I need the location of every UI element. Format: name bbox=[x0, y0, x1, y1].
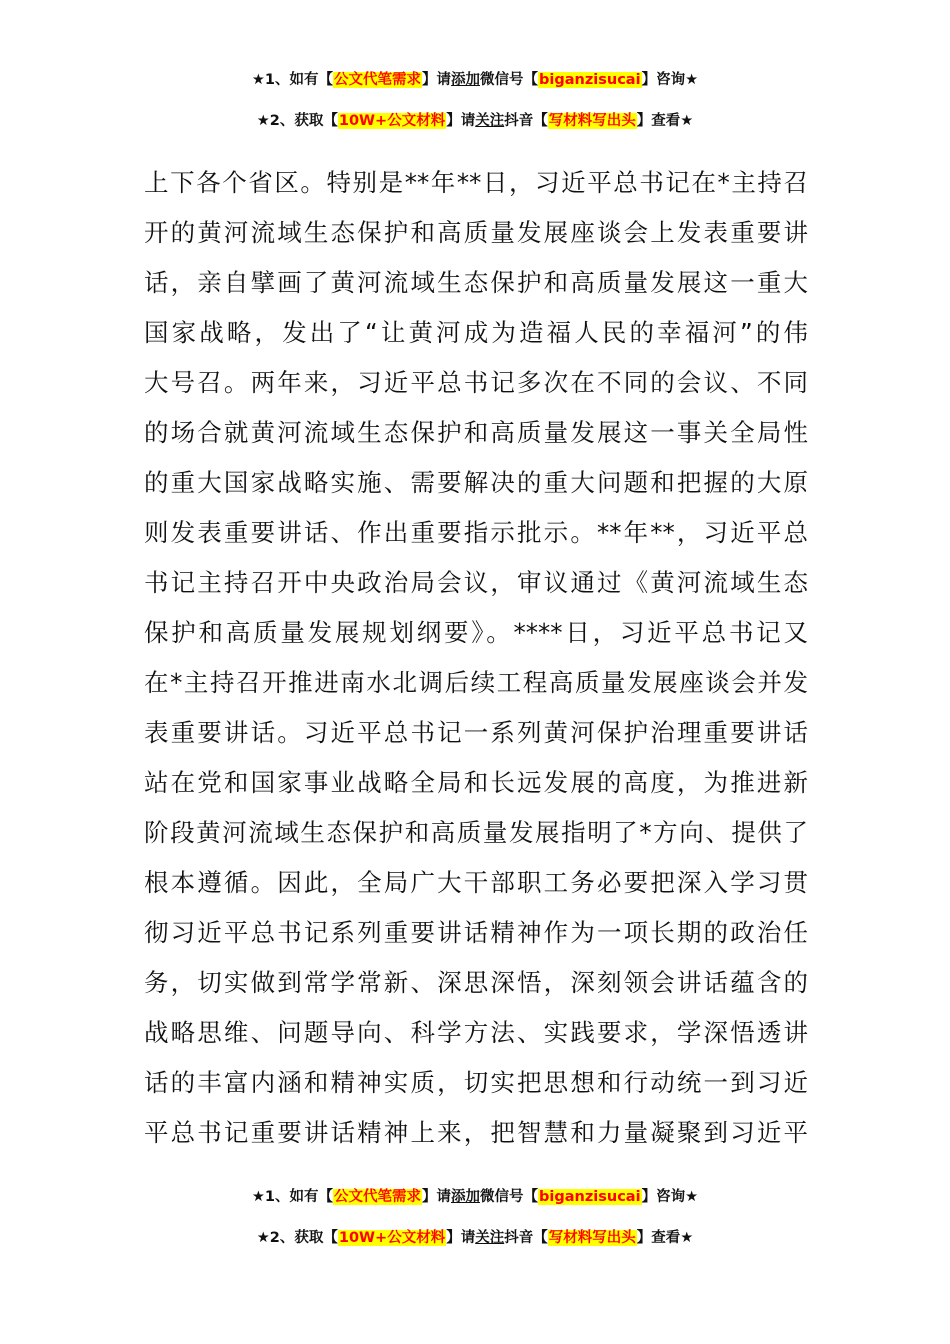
highlight-douyin-account: 写材料写出头 bbox=[548, 113, 636, 129]
body-line: 保护和高质量发展规划纲要》。****日，习近平总书记又 bbox=[144, 618, 808, 647]
banner-text: 】咨询★ bbox=[641, 1189, 699, 1205]
body-line: 的场合就黄河流域生态保护和高质量发展这一事关全局性 bbox=[144, 418, 808, 447]
top-banner-line-2 bbox=[0, 111, 950, 131]
highlight-service: 公文代笔需求 bbox=[334, 1189, 422, 1205]
highlight-douyin-account: 写材料写出头 bbox=[548, 1230, 636, 1246]
bottom-banner-line-1 bbox=[0, 1187, 950, 1207]
body-line: 话，亲自擘画了黄河流域生态保护和高质量发展这一重大 bbox=[144, 268, 808, 297]
highlight-wechat-id: biganzisucai bbox=[539, 72, 641, 88]
highlight-service: 公文代笔需求 bbox=[334, 72, 422, 88]
body-line: 大号召。两年来，习近平总书记多次在不同的会议、不同 bbox=[144, 368, 808, 397]
body-line: 则发表重要讲话、作出重要指示批示。**年**，习近平总 bbox=[144, 518, 808, 547]
highlight-wechat-id: biganzisucai bbox=[539, 1189, 641, 1205]
banner-text: 】咨询★ bbox=[641, 72, 699, 88]
banner-text: 抖音【 bbox=[504, 1230, 548, 1246]
banner-text: 】请 bbox=[446, 1230, 476, 1246]
body-line: 彻习近平总书记系列重要讲话精神作为一项长期的政治任 bbox=[144, 918, 808, 947]
banner-text: 微信号【 bbox=[480, 1189, 539, 1205]
body-line: 上下各个省区。特别是**年**日，习近平总书记在*主持召 bbox=[144, 168, 808, 197]
body-line: 阶段黄河流域生态保护和高质量发展指明了*方向、提供了 bbox=[144, 818, 808, 847]
underlined-text: 关注 bbox=[475, 113, 505, 129]
body-line: 表重要讲话。习近平总书记一系列黄河保护治理重要讲话 bbox=[144, 718, 808, 747]
underlined-text: 关注 bbox=[475, 1230, 505, 1246]
banner-text: 抖音【 bbox=[504, 113, 548, 129]
body-line: 站在党和国家事业战略全局和长远发展的高度，为推进新 bbox=[144, 768, 808, 797]
banner-text: ★2、获取【 bbox=[256, 113, 338, 129]
banner-text: 微信号【 bbox=[480, 72, 539, 88]
banner-text: 】请 bbox=[422, 1189, 452, 1205]
top-banner-line-1 bbox=[0, 70, 950, 90]
body-line: 开的黄河流域生态保护和高质量发展座谈会上发表重要讲 bbox=[144, 218, 808, 247]
body-line: 战略思维、问题导向、科学方法、实践要求，学深悟透讲 bbox=[144, 1018, 808, 1047]
bottom-banner-line-2 bbox=[0, 1228, 950, 1248]
body-line: 的重大国家战略实施、需要解决的重大问题和把握的大原 bbox=[144, 468, 808, 497]
banner-text: 】查看★ bbox=[636, 1230, 694, 1246]
body-line: 在*主持召开推进南水北调后续工程高质量发展座谈会并发 bbox=[144, 668, 808, 697]
document-body bbox=[144, 158, 808, 1158]
banner-text: ★2、获取【 bbox=[256, 1230, 338, 1246]
highlight-materials: 10W+公文材料 bbox=[338, 113, 446, 129]
banner-text: ★1、如有【 bbox=[251, 1189, 334, 1205]
banner-text: ★1、如有【 bbox=[251, 72, 334, 88]
body-line: 平总书记重要讲话精神上来，把智慧和力量凝聚到习近平 bbox=[144, 1118, 808, 1147]
banner-text: 】请 bbox=[446, 113, 476, 129]
body-line: 国家战略，发出了“让黄河成为造福人民的幸福河”的伟 bbox=[144, 318, 808, 347]
underlined-text: 添加 bbox=[451, 72, 481, 88]
banner-text: 】查看★ bbox=[636, 113, 694, 129]
body-line: 务，切实做到常学常新、深思深悟，深刻领会讲话蕴含的 bbox=[144, 968, 808, 997]
underlined-text: 添加 bbox=[451, 1189, 481, 1205]
banner-text: 】请 bbox=[422, 72, 452, 88]
body-line: 根本遵循。因此，全局广大干部职工务必要把深入学习贯 bbox=[144, 868, 808, 897]
highlight-materials: 10W+公文材料 bbox=[338, 1230, 446, 1246]
body-line: 书记主持召开中央政治局会议，审议通过《黄河流域生态 bbox=[144, 568, 808, 597]
body-line: 话的丰富内涵和精神实质，切实把思想和行动统一到习近 bbox=[144, 1068, 808, 1097]
